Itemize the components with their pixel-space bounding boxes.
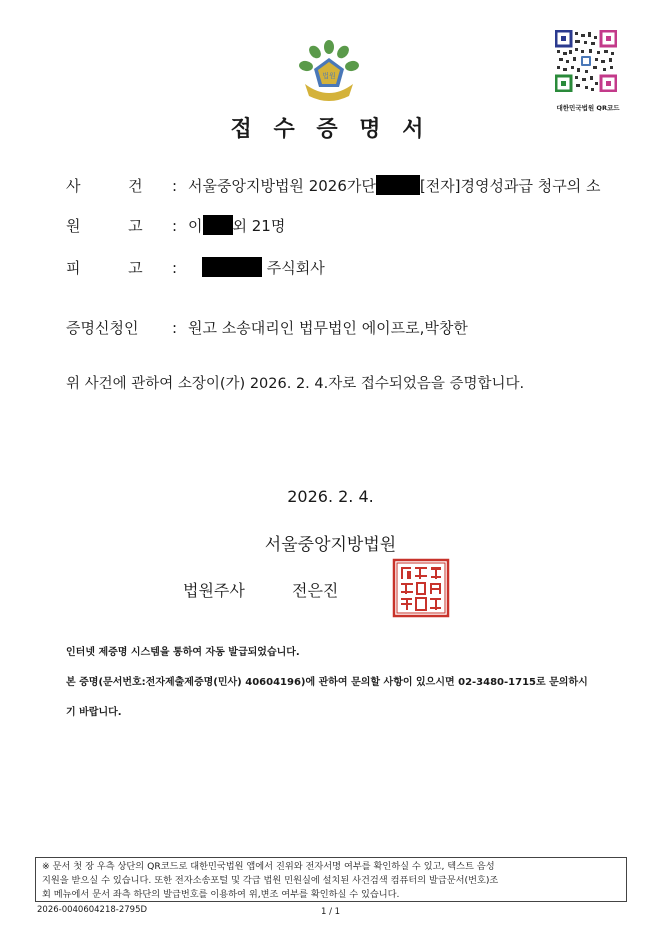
field-plaintiff-colon: :	[172, 217, 178, 235]
redaction-block	[203, 215, 233, 235]
verification-footer	[35, 857, 627, 902]
document-title: 접 수 증 명 서	[230, 117, 431, 142]
field-case-value-suffix: [전자]경영성과급 청구의 소	[419, 177, 601, 195]
page-number: 1 / 1	[320, 907, 341, 917]
qr-code-label: 대한민국법원 QR코드	[556, 104, 620, 112]
field-case-label: 사 건	[66, 177, 143, 195]
field-case-value	[188, 174, 600, 198]
field-applicant-colon: :	[172, 319, 178, 337]
field-applicant-value: 원고 소송대리인 법무법인 에이프로,박창한	[188, 319, 468, 337]
svg-text:법원: 법원	[322, 72, 336, 80]
field-case-colon: :	[172, 177, 178, 195]
court-emblem-icon	[297, 40, 361, 106]
certification-statement: 위 사건에 관하여 소장이(가) 2026. 2. 4.자로 접수되었음을 증명합니다.	[66, 376, 525, 392]
footer-line: 지원을 받으실 수 있습니다. 또한 전자소송포털 및 각급 법원 민원실에 설치된 사건검색 컴퓨터의 발급문서(번호)조	[42, 875, 499, 886]
notice-inquiry-cont: 기 바랍니다.	[66, 707, 122, 718]
document-issue-number: 2026-0040604218-2795D	[37, 905, 148, 915]
field-plaintiff-value-prefix: 이	[188, 217, 203, 235]
court-name: 서울중앙지방법원	[264, 535, 397, 555]
field-defendant-value	[188, 256, 325, 280]
footer-line: 회 메뉴에서 문서 좌측 하단의 발급번호를 이용하여 위,변조 여부를 확인하실 수 있습니다.	[42, 889, 400, 900]
field-defendant-label: 피 고	[66, 259, 143, 277]
field-case-value-prefix: 서울중앙지방법원 2026가단	[188, 177, 376, 195]
notice-auto-issued: 인터넷 제증명 시스템을 통하여 자동 발급되었습니다.	[66, 647, 300, 658]
officer-name: 전은진	[292, 581, 339, 600]
footer-line: ※ 문서 첫 장 우측 상단의 QR코드로 대한민국법원 앱에서 진위와 전자서명 여부를 확인하실 수 있고, 텍스트 음성	[42, 861, 495, 872]
redaction-block	[202, 257, 262, 277]
field-plaintiff-value	[188, 214, 285, 238]
issue-date: 2026. 2. 4.	[287, 487, 374, 506]
officer-title: 법원주사	[183, 581, 245, 600]
qr-code[interactable]	[555, 30, 617, 92]
field-defendant-colon: :	[172, 259, 178, 277]
field-plaintiff-value-suffix: 외 21명	[232, 217, 286, 235]
notice-inquiry: 본 증명(문서번호:전자제출제증명(민사) 40604196)에 관하여 문의할 사항이 있으시면 02-3480-1715로 문의하시	[66, 677, 588, 688]
field-applicant-label: 증명신청인	[66, 319, 139, 337]
redaction-block	[376, 175, 420, 195]
field-defendant-value-suffix: 주식회사	[262, 259, 325, 277]
field-plaintiff-label: 원 고	[66, 217, 143, 235]
official-seal-icon	[392, 558, 450, 618]
